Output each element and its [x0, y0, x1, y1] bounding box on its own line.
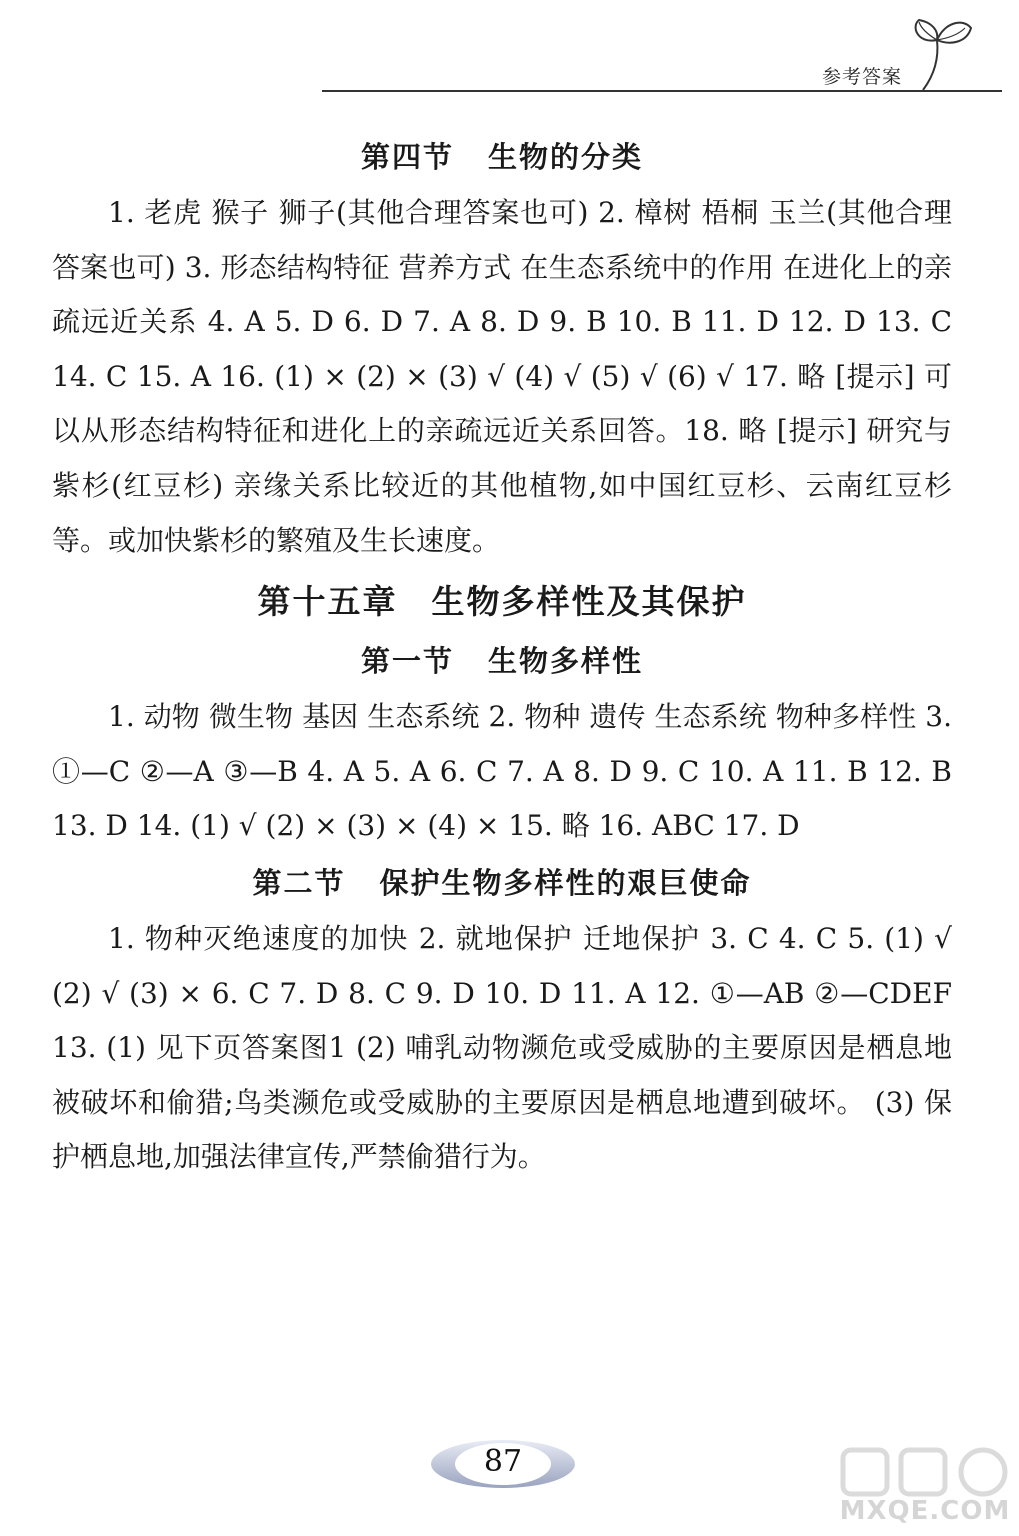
section-number: 第二节 [252, 865, 346, 900]
leaf-icon [905, 14, 985, 94]
section-title [52, 128, 952, 186]
chapter-title [52, 572, 952, 632]
watermark [835, 1444, 1015, 1532]
header-label: 参考答案 [822, 66, 903, 88]
chapter-name: 生物多样性及其保护 [431, 582, 747, 622]
header-rule [322, 90, 1002, 92]
answer-paragraph: 1. 老虎 猴子 狮子(其他合理答案也可) 2. 樟树 梧桐 玉兰(其他合理答案也可) 3. 形态结构特征 营养方式 在生态系统中的作用 在进化上的亲疏远近关系 4. A 5. D 6. D 7. A 8. D 9. B 10. B 11. D 12. D 13. C 14. C 15. A 16. (1) × (2) × (3) √ (4) √ (5) √ (6) √ 17. 略 [提示] 可以从形态结构特征和进化上的亲疏远近关系回答。18. 略 [提示] 研究与紫杉(红豆杉) 亲缘关系比较近的其他植物,如中国红豆杉、云南红豆杉等。或加快紫杉的繁殖及生长速度。 [52, 196, 952, 557]
section-name: 生物的分类 [488, 140, 644, 174]
answer-paragraph: 1. 动物 微生物 基因 生态系统 2. 物种 遗传 生态系统 物种多样性 3. ①—C ②—A ③—B 4. A 5. A 6. C 7. A 8. D 9. C 10. A 11. B 12. B 13. D 14. (1) √ (2) × (3) × (4) × 15. 略 16. ABC 17. D [52, 700, 952, 843]
section-number: 第一节 [360, 644, 454, 679]
section-title [52, 854, 952, 912]
watermark-logo-icon [835, 1444, 1015, 1500]
section-title [52, 632, 952, 690]
section-number: 第四节 [360, 140, 454, 174]
answer-paragraph: 1. 物种灭绝速度的加快 2. 就地保护 迁地保护 3. C 4. C 5. (1) √ (2) √ (3) × 6. C 7. D 8. C 9. D 10. D 11. A 12. ①—AB ②—CDEF 13. (1) 见下页答案图1 (2) 哺乳动物濒危或受威胁的主要原因是栖息地被破坏和偷猎;鸟类濒危或受威胁的主要原因是栖息地遭到破坏。 (3) 保护栖息地,加强法律宣传,严禁偷猎行为。 [52, 921, 952, 1174]
chapter-number: 第十五章 [257, 582, 398, 622]
watermark-text: MXQE.COM [839, 1496, 1011, 1526]
section-name: 保护生物多样性的艰巨使命 [379, 865, 752, 900]
section-name: 生物多样性 [488, 644, 644, 679]
answer-page [52, 128, 952, 1185]
page-number: 87 [483, 1444, 523, 1479]
page-footer [428, 1434, 578, 1492]
